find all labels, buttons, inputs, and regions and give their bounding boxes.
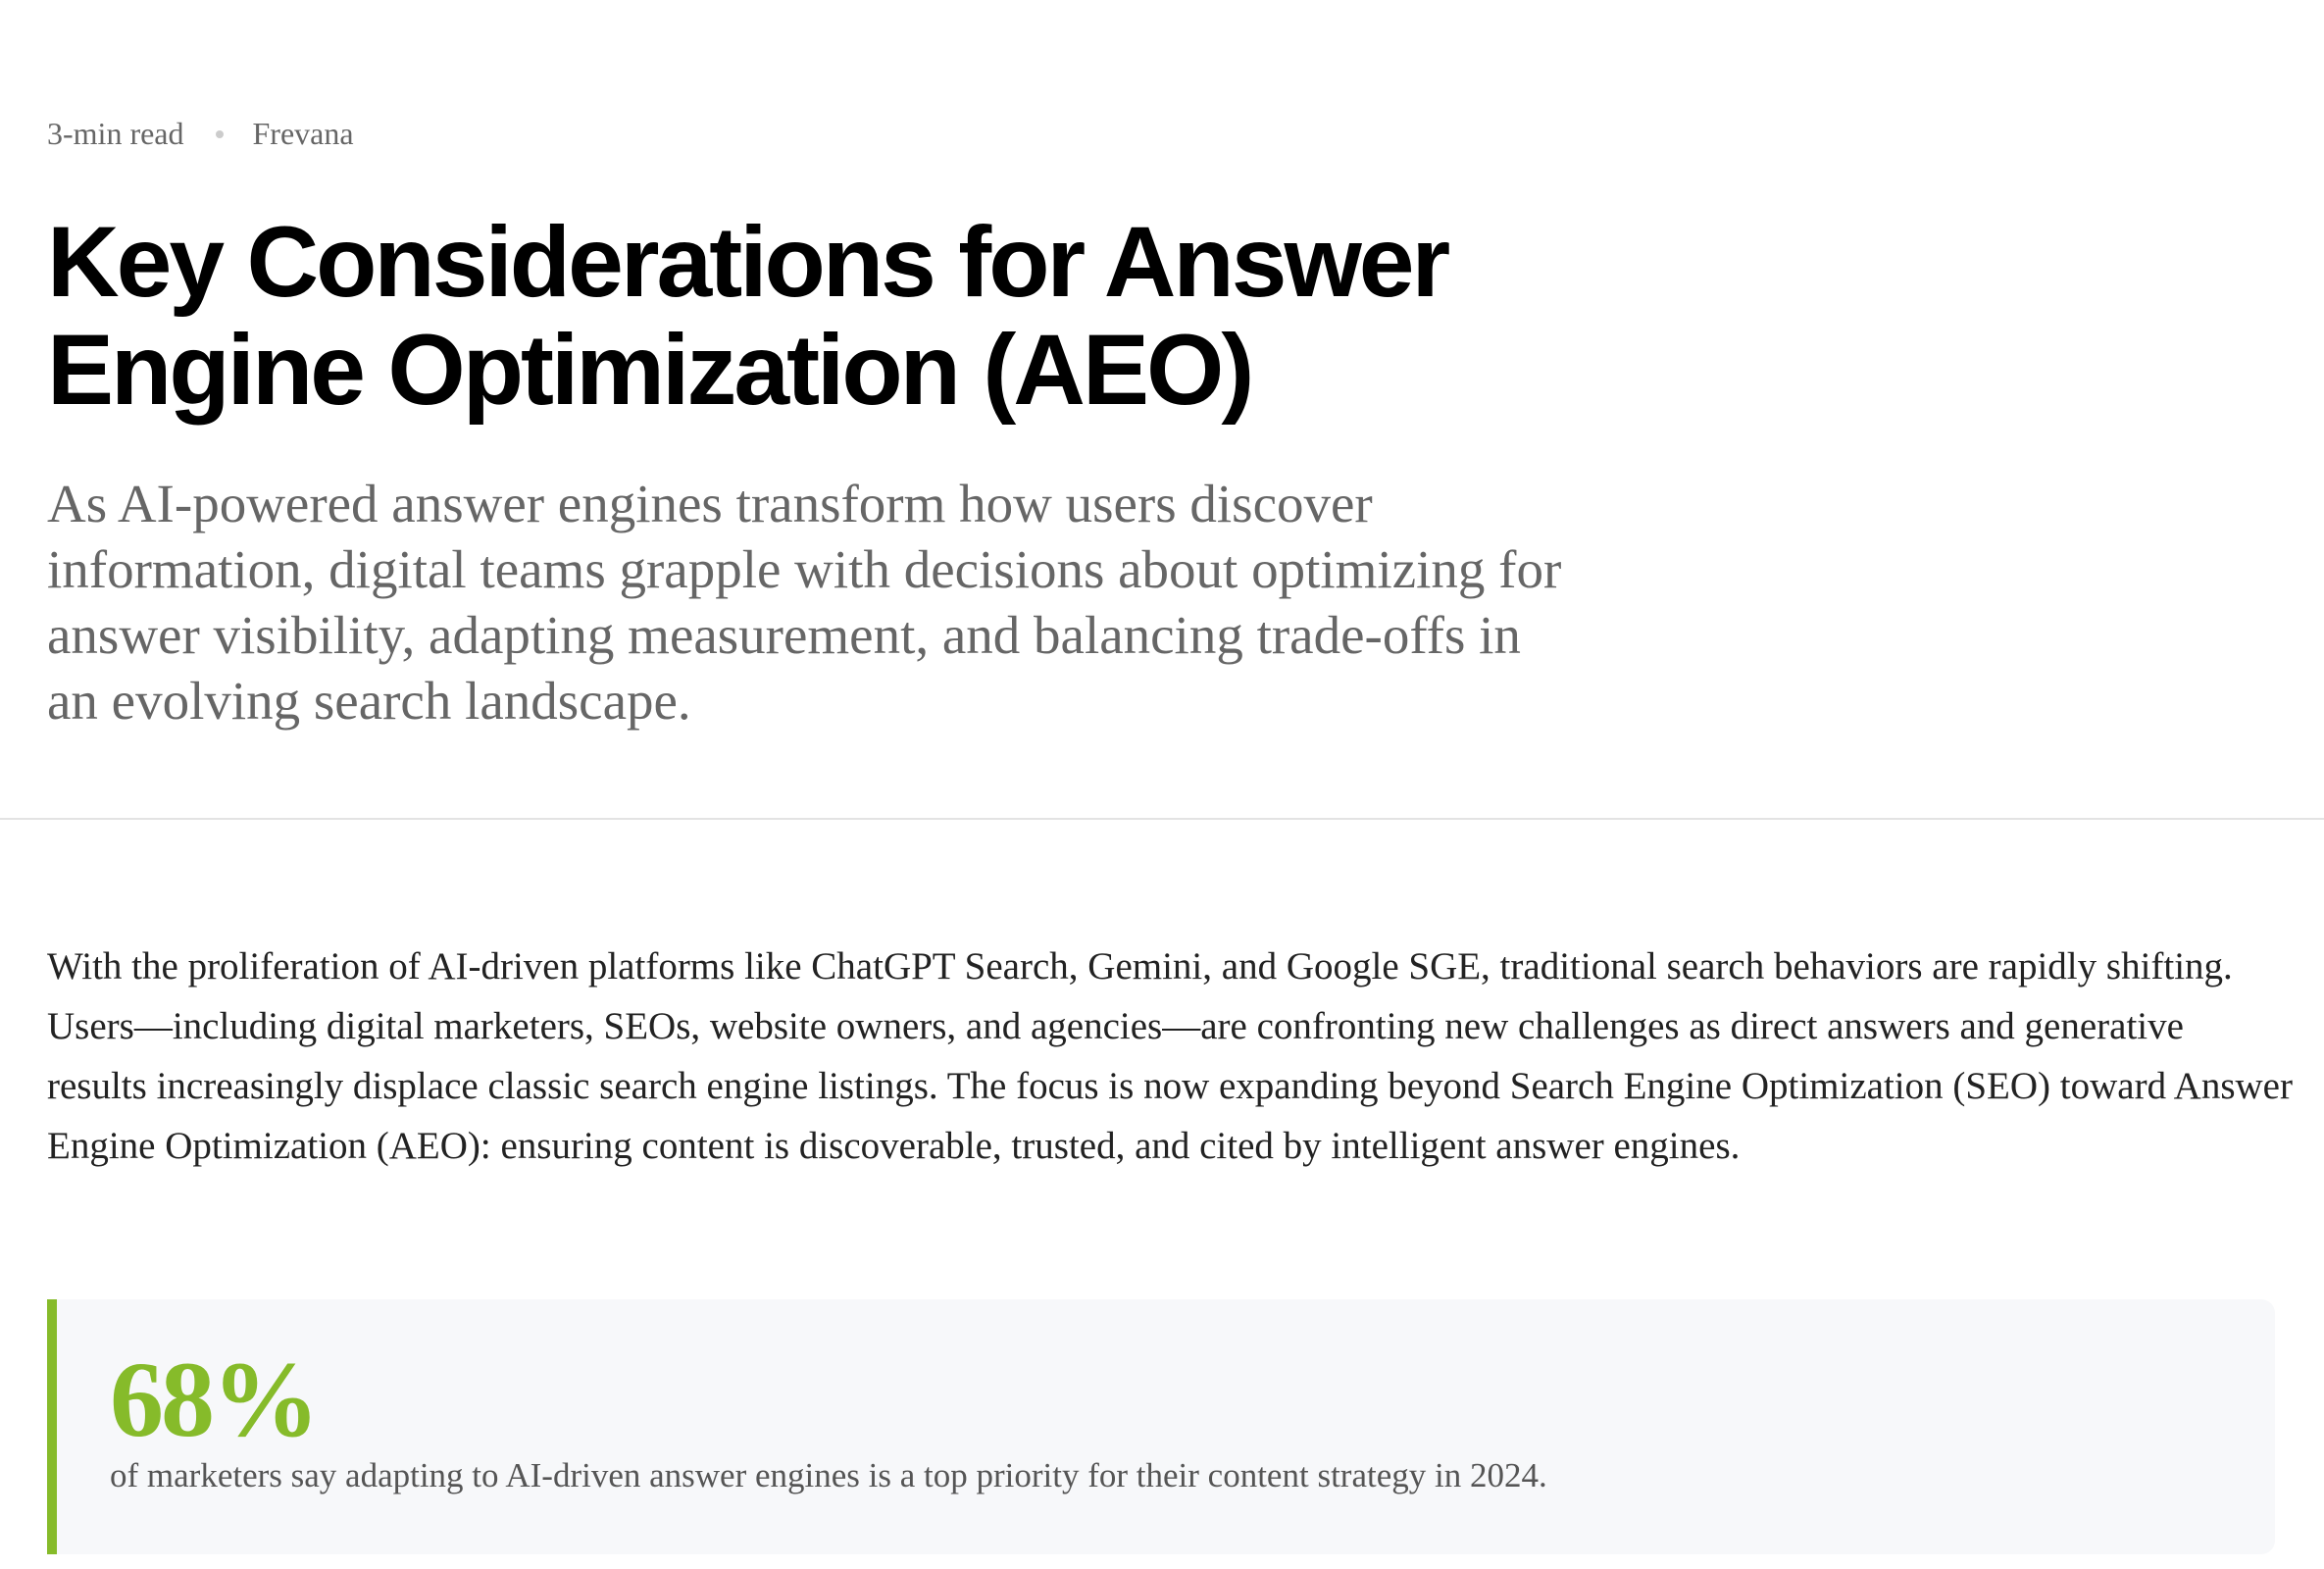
stat-value: 68%	[110, 1340, 317, 1459]
article-meta	[47, 116, 354, 152]
separator-dot-icon	[216, 130, 224, 138]
divider	[0, 818, 2324, 820]
intro-paragraph: With the proliferation of AI-driven platforms like ChatGPT Search, Gemini, and Google SGE, traditional search behaviors are rapidly shifting. Users—including digital marketers, SEOs, website owners, and agencies—are confronting new challenges as direct answers and generative results increasingly displace classic search engine listings. The focus is now expanding beyond Search Engine Optimization (SEO) toward Answer Engine Optimization (AEO): ensuring content is discoverable, trusted, and cited by intelligent answer engines.	[47, 945, 2293, 1167]
article-subtitle: As AI-powered answer engines transform how users discover information, digital teams grapple with decisions about optimizing for answer visibility, adapting measurement, and balancing trade-offs in an evolving search landscape.	[47, 474, 1562, 731]
author-name: Frevana	[252, 116, 354, 151]
stat-caption: of marketers say adapting to AI-driven answer engines is a top priority for their content strategy in 2024.	[110, 1456, 1547, 1494]
article-title: Key Considerations for Answer Engine Optimization (AEO)	[47, 206, 1448, 426]
read-time: 3-min read	[47, 116, 184, 151]
stat-callout	[47, 1299, 2275, 1554]
